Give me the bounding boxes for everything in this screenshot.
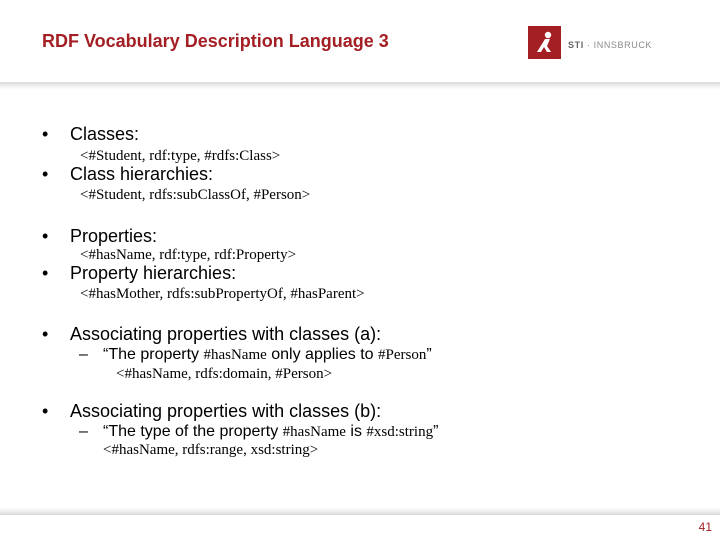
logo-separator: · (583, 40, 594, 50)
sub-text: ” (426, 346, 432, 363)
bullet-dot: • (42, 226, 49, 246)
bullet-properties (42, 226, 157, 247)
bullet-dot: • (42, 401, 49, 421)
logo-location: INNSBRUCK (593, 40, 653, 50)
bullet-dot: • (42, 164, 49, 184)
bullet-label: Property hierarchies: (70, 263, 237, 283)
bullet-label: Associating properties with classes (b): (70, 401, 382, 421)
sti-person-logo-icon (528, 26, 561, 59)
sub-code: #Person (377, 347, 427, 363)
bullet-property-hierarchies (42, 263, 236, 284)
header-divider (0, 82, 720, 90)
bullet-dot: • (42, 124, 49, 144)
slide-title: RDF Vocabulary Description Language 3 (42, 31, 389, 51)
code-properties: <#hasName, rdf:type, rdf:Property> (80, 247, 297, 263)
bullet-label: Properties: (70, 226, 158, 246)
sub-code: #xsd:string (366, 424, 434, 440)
bullet-assoc-a (42, 324, 381, 345)
bullet-class-hierarchies (42, 164, 213, 185)
sub-bullet-assoc-b (79, 423, 438, 441)
bullet-label: Classes: (70, 124, 140, 144)
sub-text: “The property (103, 346, 204, 363)
bullet-dot: • (42, 263, 49, 283)
footer-divider (0, 507, 720, 515)
code-assoc-a: <#hasName, rdfs:domain, #Person> (116, 366, 333, 382)
sub-text: ” (433, 423, 439, 440)
sub-code: #hasName (282, 424, 346, 440)
page-number: 41 (698, 520, 712, 534)
logo-brand: STI (568, 40, 584, 50)
sub-bullet-dash: – (79, 423, 88, 440)
sub-text: only applies to (266, 346, 378, 363)
code-class-hierarchies: <#Student, rdfs:subClassOf, #Person> (80, 187, 311, 203)
sub-bullet-assoc-a (79, 346, 432, 364)
bullet-label: Associating properties with classes (a): (70, 324, 382, 344)
sti-innsbruck-logo (528, 26, 678, 60)
bullet-dot: • (42, 324, 49, 344)
sub-bullet-dash: – (79, 346, 88, 363)
logo-text (568, 40, 652, 50)
sub-text: “The type of the property (103, 423, 283, 440)
sub-code: #hasName (203, 347, 267, 363)
code-assoc-b: <#hasName, rdfs:range, xsd:string> (103, 442, 319, 458)
bullet-label: Class hierarchies: (70, 164, 214, 184)
bullet-assoc-b (42, 401, 381, 422)
sub-text: is (345, 423, 367, 440)
code-classes: <#Student, rdf:type, #rdfs:Class> (80, 148, 281, 164)
code-property-hierarchies: <#hasMother, rdfs:subPropertyOf, #hasParent> (80, 286, 365, 302)
bullet-classes (42, 124, 139, 145)
